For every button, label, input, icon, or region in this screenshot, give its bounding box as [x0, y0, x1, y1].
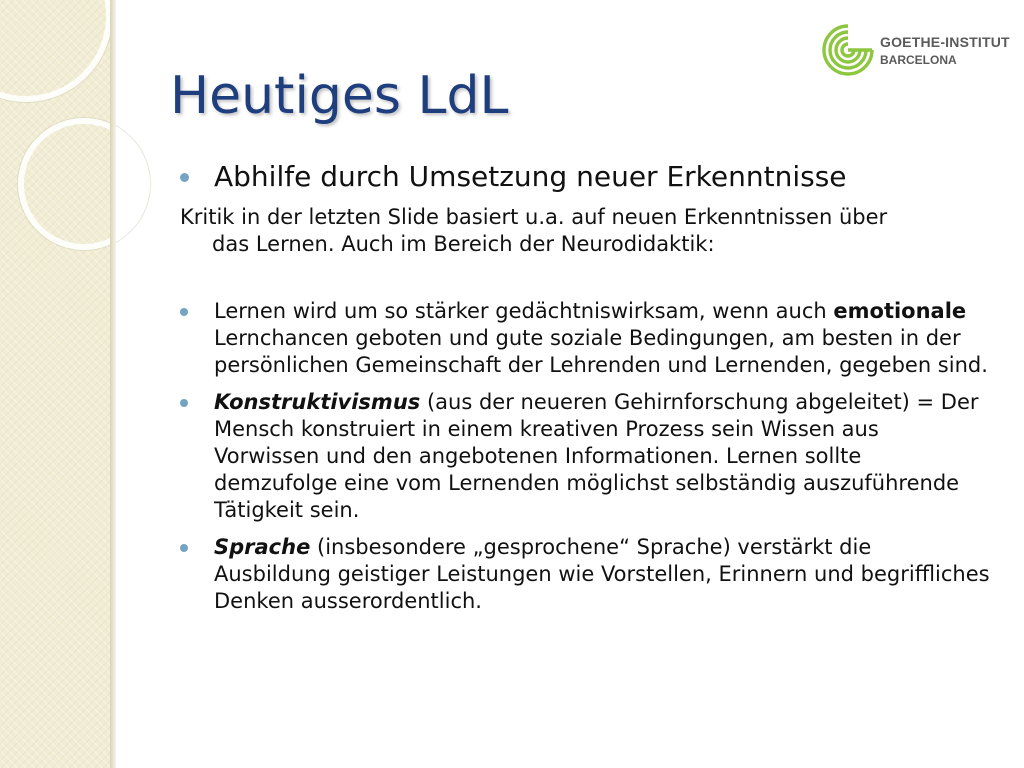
list-item — [180, 298, 990, 379]
slide-title: Heutiges LdL — [170, 66, 509, 126]
bullet-dot-icon — [180, 173, 189, 182]
goethe-institut-logo — [820, 22, 1010, 82]
intro-paragraph — [180, 204, 990, 258]
list-item-text-post: (aus der neueren Gehirnforschung abgeleitet) = Der Mensch konstruiert in einem kreativen Prozess sein Wissen aus Vorwissen und den angebotenen Informationen. Lernen sollte demzufolge eine vom Lernenden möglichst selbständig auszuführende Tätigkeit sein. — [214, 390, 979, 522]
slide-body — [180, 160, 990, 615]
list-item-emphasis: Sprache — [214, 535, 311, 559]
list-item-emphasis: emotionale — [833, 299, 967, 323]
list-item — [180, 389, 990, 524]
list-item-emphasis: Konstruktivismus — [214, 390, 421, 414]
logo-text-city: BARCELONA — [880, 53, 957, 67]
list-item-text-post: Lernchancen geboten und gute soziale Bedingungen, am besten in der persönlichen Gemeinschaft der Lehrenden und Lernenden, gegeben sind. — [214, 326, 988, 377]
list-item — [180, 534, 990, 615]
logo-text-institute: GOETHE-INSTITUT — [880, 34, 1010, 50]
decorative-side-strip — [0, 0, 112, 768]
bullet-dot-icon — [180, 399, 188, 407]
list-item-text-post: (insbesondere „gesprochene“ Sprache) verstärkt die Ausbildung geistiger Leistungen wie Vorstellen, Erinnern und begriffliches Denken ausserordentlich. — [214, 535, 990, 613]
intro-line-1: Kritik in der letzten Slide basiert u.a. auf neuen Erkenntnissen über — [180, 205, 888, 229]
list-item-text-pre: Lernen wird um so stärker gedächtniswirksam, wenn auch — [214, 299, 834, 323]
bullet-dot-icon — [180, 544, 188, 552]
intro-line-2: das Lernen. Auch im Bereich der Neurodidaktik: — [212, 232, 715, 256]
bullet-list — [180, 298, 990, 615]
strip-edge — [110, 0, 116, 768]
goethe-spiral-icon — [820, 22, 876, 78]
heading-bullet — [180, 160, 990, 194]
heading-bullet-text: Abhilfe durch Umsetzung neuer Erkenntnisse — [214, 160, 847, 193]
decorative-ring — [18, 118, 150, 250]
bullet-dot-icon — [180, 308, 188, 316]
decorative-ring — [0, 0, 112, 102]
